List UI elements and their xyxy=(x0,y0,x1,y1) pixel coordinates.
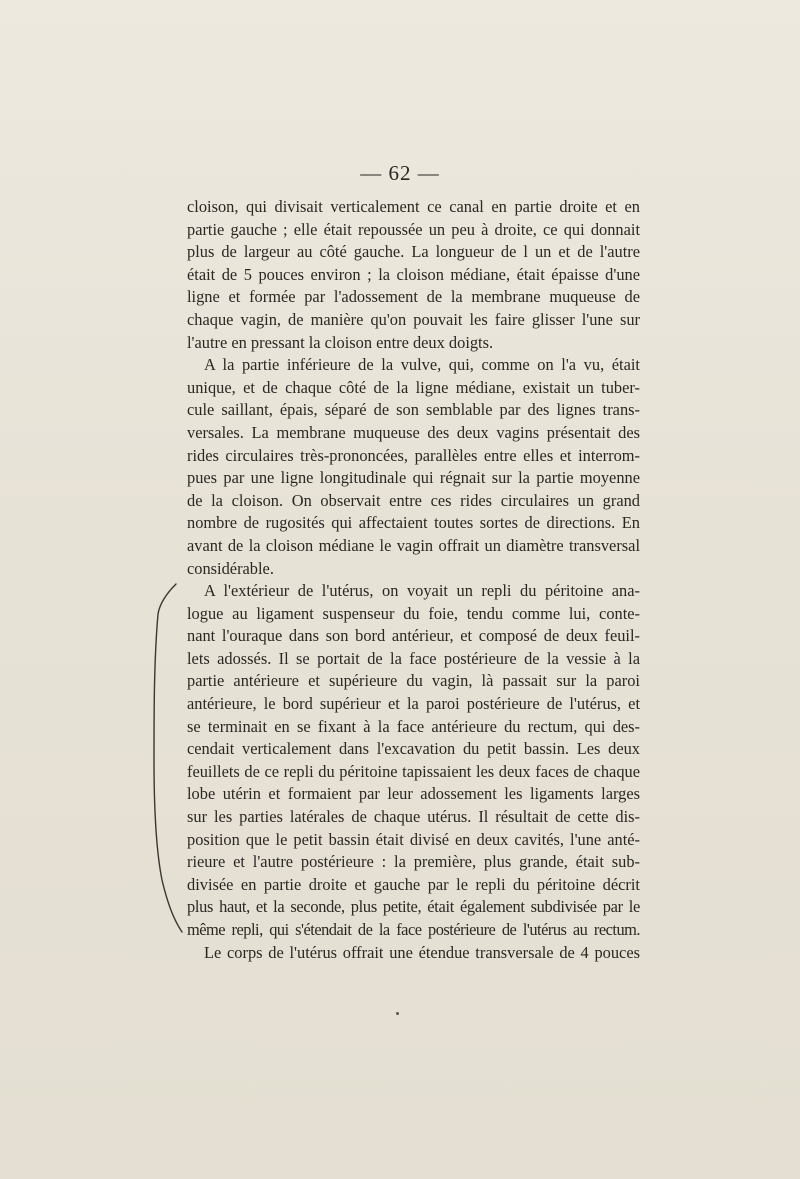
ink-speck xyxy=(396,1012,399,1015)
text-line: antérieure, le bord supérieur et la paroi postérieure de l'utérus, et xyxy=(187,694,640,714)
text-line: unique, et de chaque côté de la ligne médiane, existait un tuber- xyxy=(187,377,640,397)
text-line: rides circulaires très-prononcées, parallèles entre elles et interrom- xyxy=(187,445,640,465)
margin-bracket-annotation xyxy=(150,580,190,940)
text-line: nombre de rugosités qui affectaient toutes sortes de directions. En xyxy=(187,513,640,533)
text-line: A l'extérieur de l'utérus, on voyait un repli du péritoine ana- xyxy=(204,581,640,601)
text-line: se terminait en se fixant à la face antérieure du rectum, qui des- xyxy=(187,716,640,736)
text-line: sur les parties latérales de chaque utérus. Il résultait de cette dis- xyxy=(187,807,640,827)
text-line: même repli, qui s'étendait de la face postérieure de l'utérus au rectum. xyxy=(187,920,640,939)
text-line: chaque vagin, de manière qu'on pouvait les faire glisser l'une sur xyxy=(187,309,640,329)
text-line: partie gauche ; elle était repoussée un peu à droite, ce qui donnait xyxy=(187,219,640,239)
text-line: cloison, qui divisait verticalement ce canal en partie droite et en xyxy=(187,197,640,216)
text-line: nant l'ouraque dans son bord antérieur, et composé de deux feuil- xyxy=(187,626,640,646)
text-line: feuillets de ce repli du péritoine tapissaient les deux faces de chaque xyxy=(187,761,640,781)
page-number: — 62 — xyxy=(360,161,440,185)
text-line: cendait verticalement dans l'excavation du petit bassin. Les deux xyxy=(187,739,640,759)
text-line: l'autre en pressant la cloison entre deux doigts. xyxy=(187,332,494,352)
text-line: partie antérieure et supérieure du vagin, là passait sur la paroi xyxy=(187,671,640,691)
text-line: était de 5 pouces environ ; la cloison médiane, était épaisse d'une xyxy=(187,264,640,284)
text-line: logue au ligament suspenseur du foie, tendu comme lui, conte- xyxy=(187,603,640,623)
text-line: plus haut, et la seconde, plus petite, était également subdivisée par le xyxy=(187,897,640,917)
text-line: position que le petit bassin était divisé en deux cavités, l'une anté- xyxy=(187,829,640,849)
text-line: lobe utérin et formaient par leur adossement les ligaments larges xyxy=(187,784,640,804)
text-line: A la partie inférieure de la vulve, qui, comme on l'a vu, était xyxy=(204,355,640,375)
text-line: considérable. xyxy=(187,558,274,578)
text-line: divisée en partie droite et gauche par le repli du péritoine décrit xyxy=(187,874,640,894)
text-line: pues par une ligne longitudinale qui régnait sur la partie moyenne xyxy=(187,468,640,488)
text-line: cule saillant, épais, séparé de son semblable par des lignes trans- xyxy=(187,400,640,420)
text-line: lets adossés. Il se portait de la face postérieure de la vessie à la xyxy=(187,648,640,668)
body-text xyxy=(187,196,640,964)
text-line: de la cloison. On observait entre ces rides circulaires un grand xyxy=(187,490,640,510)
text-line: ligne et formée par l'adossement de la membrane muqueuse de xyxy=(187,287,640,307)
text-line: avant de la cloison médiane le vagin offrait un diamètre transversal xyxy=(187,535,640,555)
text-line: versales. La membrane muqueuse des deux vagins présentait des xyxy=(187,422,640,442)
text-line: rieure et l'autre postérieure : la première, plus grande, était sub- xyxy=(187,852,640,872)
text-line: plus de largeur au côté gauche. La longueur de l un et de l'autre xyxy=(187,242,640,262)
text-line: Le corps de l'utérus offrait une étendue transversale de 4 pouces xyxy=(204,942,640,962)
